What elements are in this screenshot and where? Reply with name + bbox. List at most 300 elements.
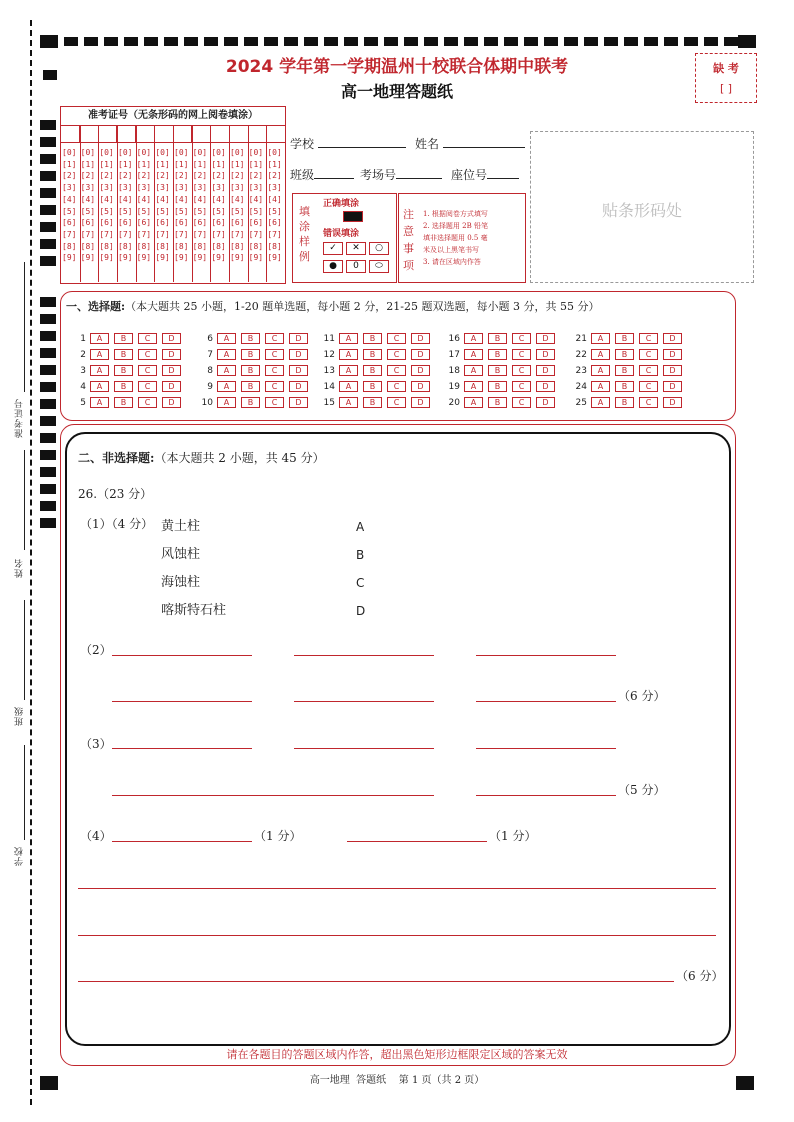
option-bubble[interactable]: A <box>591 365 610 376</box>
option-bubble[interactable]: A <box>591 349 610 360</box>
option-bubble[interactable]: B <box>488 365 507 376</box>
option-bubble[interactable]: D <box>536 397 555 408</box>
id-digit-bubble[interactable]: [4] <box>192 194 208 204</box>
option-bubble[interactable]: D <box>289 397 308 408</box>
option-bubble[interactable]: D <box>162 397 181 408</box>
option-bubble[interactable]: A <box>464 381 483 392</box>
option-bubble[interactable]: B <box>363 333 382 344</box>
option-bubble[interactable]: B <box>363 365 382 376</box>
id-digit-bubble[interactable]: [5] <box>99 206 114 216</box>
option-bubble[interactable]: C <box>265 349 284 360</box>
id-digit-bubble[interactable]: [0] <box>62 148 77 157</box>
option-bubble[interactable]: A <box>90 397 109 408</box>
option-bubble[interactable]: A <box>591 381 610 392</box>
id-digit-bubble[interactable]: [9] <box>211 253 226 263</box>
option-bubble[interactable]: A <box>90 365 109 376</box>
id-digit-bubble[interactable]: [5] <box>80 206 96 216</box>
answer-line[interactable] <box>294 748 434 749</box>
id-digit-bubble[interactable]: [9] <box>80 253 96 263</box>
fill-wrong-mark: ○ <box>369 242 389 255</box>
id-digit-bubble[interactable]: [6] <box>62 218 77 228</box>
id-digit-column[interactable] <box>267 147 285 264</box>
id-digit-bubble[interactable]: [2] <box>155 171 170 181</box>
option-bubble[interactable]: D <box>289 349 308 360</box>
id-digit-bubble[interactable]: [0] <box>192 148 208 157</box>
id-digit-bubble[interactable]: [9] <box>174 253 189 263</box>
option-bubble[interactable]: C <box>265 397 284 408</box>
absent-box[interactable] <box>695 53 757 103</box>
answer-line[interactable] <box>476 701 616 702</box>
mcq-question[interactable] <box>196 349 313 360</box>
class-field[interactable] <box>290 166 354 183</box>
option-bubble[interactable]: D <box>536 349 555 360</box>
timing-mark <box>40 433 56 443</box>
id-digit-bubble[interactable]: [1] <box>80 159 96 169</box>
timing-mark <box>624 37 638 46</box>
option-bubble[interactable]: C <box>138 349 157 360</box>
option-bubble[interactable]: B <box>363 397 382 408</box>
option-bubble[interactable]: B <box>615 365 634 376</box>
id-digit-bubble[interactable]: [2] <box>136 171 152 181</box>
option-bubble[interactable]: B <box>241 397 260 408</box>
option-bubble[interactable]: D <box>536 365 555 376</box>
mcq-question[interactable] <box>196 333 313 344</box>
id-digit-bubble[interactable]: [0] <box>155 148 170 157</box>
option-bubble[interactable]: A <box>90 349 109 360</box>
id-digit-bubble[interactable]: [9] <box>267 253 282 263</box>
id-digit-bubble[interactable]: [8] <box>248 241 264 251</box>
id-digit-bubble[interactable]: [9] <box>248 253 264 263</box>
option-bubble[interactable]: A <box>339 397 358 408</box>
option-bubble[interactable]: B <box>241 333 260 344</box>
option-bubble[interactable]: D <box>289 333 308 344</box>
option-bubble[interactable]: D <box>289 381 308 392</box>
id-digit-bubble[interactable]: [3] <box>155 183 170 193</box>
option-bubble[interactable]: B <box>488 397 507 408</box>
id-digit-bubble[interactable]: [1] <box>118 159 133 169</box>
id-digit-bubble[interactable]: [0] <box>211 148 226 157</box>
answer-line[interactable] <box>112 748 252 749</box>
option-bubble[interactable]: C <box>512 397 531 408</box>
id-digit-column[interactable] <box>118 147 136 264</box>
timing-mark <box>144 37 158 46</box>
answer-line[interactable] <box>112 795 434 796</box>
option-bubble[interactable]: C <box>512 381 531 392</box>
option-bubble[interactable]: B <box>615 381 634 392</box>
id-digit-bubble[interactable]: [6] <box>211 218 226 228</box>
id-digit-bubble[interactable]: [8] <box>62 241 77 251</box>
id-digit-bubble[interactable]: [3] <box>267 183 282 193</box>
mcq-question[interactable] <box>196 365 313 376</box>
option-bubble[interactable]: A <box>464 397 483 408</box>
id-digit-bubble[interactable]: [7] <box>267 229 282 239</box>
option-bubble[interactable]: B <box>488 381 507 392</box>
option-bubble[interactable]: C <box>387 397 406 408</box>
sheet-title: 高一地理答题纸 <box>340 82 453 101</box>
id-digit-bubble[interactable]: [2] <box>267 171 282 181</box>
option-bubble[interactable]: A <box>464 349 483 360</box>
option-bubble[interactable]: A <box>339 381 358 392</box>
id-digit-bubble[interactable]: [3] <box>136 183 152 193</box>
id-digit-bubble[interactable]: [0] <box>248 148 264 157</box>
notes-list <box>423 208 488 268</box>
id-digit-bubble[interactable]: [5] <box>155 206 170 216</box>
option-bubble[interactable]: B <box>114 397 133 408</box>
option-bubble[interactable]: B <box>615 397 634 408</box>
mcq-question[interactable] <box>318 397 435 408</box>
option-bubble[interactable]: D <box>536 381 555 392</box>
id-digit-bubble[interactable]: [5] <box>136 206 152 216</box>
id-digit-column[interactable] <box>193 147 211 264</box>
id-digit-bubble[interactable]: [4] <box>62 194 77 204</box>
id-digit-bubble[interactable]: [4] <box>230 194 245 204</box>
side-line-exam-id <box>24 262 25 392</box>
id-digit-bubble[interactable]: [6] <box>248 218 264 228</box>
option-bubble[interactable]: D <box>162 349 181 360</box>
answer-line[interactable] <box>78 888 716 889</box>
option-bubble[interactable]: C <box>138 397 157 408</box>
id-digit-bubble[interactable]: [1] <box>192 159 208 169</box>
id-digit-bubble[interactable]: [0] <box>118 148 133 157</box>
id-digit-bubble[interactable]: [5] <box>211 206 226 216</box>
timing-mark <box>704 37 718 46</box>
option-bubble[interactable]: A <box>217 349 236 360</box>
mcq-question[interactable] <box>78 333 186 344</box>
page-footer: 高一地理 答题纸 第 1 页（共 2 页） <box>309 1075 485 1086</box>
id-digit-bubble[interactable]: [7] <box>174 229 189 239</box>
answer-line[interactable] <box>347 841 487 842</box>
absent-bracket[interactable]: [ ] <box>719 82 733 95</box>
id-digit-bubble[interactable]: [2] <box>174 171 189 181</box>
id-digit-column[interactable] <box>99 147 117 264</box>
id-digit-bubble[interactable]: [5] <box>267 206 282 216</box>
id-digit-bubble[interactable]: [7] <box>192 229 208 239</box>
id-digit-bubble[interactable]: [9] <box>192 253 208 263</box>
id-digit-bubble[interactable]: [6] <box>230 218 245 228</box>
id-digit-bubble[interactable]: [5] <box>248 206 264 216</box>
match-left-item: 海蚀柱 <box>161 575 201 590</box>
id-digit-column[interactable] <box>230 147 248 264</box>
option-bubble[interactable]: A <box>339 365 358 376</box>
id-digit-bubble[interactable]: [7] <box>62 229 77 239</box>
id-digit-bubble[interactable]: [3] <box>248 183 264 193</box>
answer-line[interactable] <box>294 655 434 656</box>
id-digit-column[interactable] <box>155 147 173 264</box>
id-digit-bubble[interactable]: [6] <box>80 218 96 228</box>
id-digit-bubble[interactable]: [8] <box>118 241 133 251</box>
answer-line[interactable] <box>476 795 616 796</box>
id-digit-bubble[interactable]: [0] <box>99 148 114 157</box>
id-digit-bubble[interactable]: [2] <box>248 171 264 181</box>
answer-line[interactable] <box>476 748 616 749</box>
timing-mark <box>664 37 678 46</box>
seat-field[interactable] <box>451 166 519 183</box>
option-bubble[interactable]: D <box>411 381 430 392</box>
school-field[interactable] <box>290 135 406 152</box>
option-bubble[interactable]: B <box>241 365 260 376</box>
id-digit-bubble[interactable]: [1] <box>155 159 170 169</box>
id-digit-bubble[interactable]: [4] <box>118 194 133 204</box>
q3-label: （3） <box>80 737 112 751</box>
mcq-question[interactable] <box>318 365 435 376</box>
id-digit-bubble[interactable]: [4] <box>80 194 96 204</box>
option-bubble[interactable]: D <box>411 333 430 344</box>
id-digit-bubble[interactable]: [5] <box>230 206 245 216</box>
id-digit-bubble[interactable]: [2] <box>99 171 114 181</box>
mcq-question[interactable] <box>443 333 560 344</box>
id-digit-bubble[interactable]: [1] <box>230 159 245 169</box>
option-bubble[interactable]: A <box>217 365 236 376</box>
mcq-question[interactable] <box>443 397 560 408</box>
timing-mark <box>324 37 338 46</box>
timing-mark <box>584 37 598 46</box>
id-digit-bubble[interactable]: [8] <box>99 241 114 251</box>
option-bubble[interactable]: C <box>265 365 284 376</box>
option-bubble[interactable]: B <box>114 349 133 360</box>
option-bubble[interactable]: B <box>488 349 507 360</box>
mcq-question[interactable] <box>78 365 186 376</box>
id-digit-bubble[interactable]: [4] <box>99 194 114 204</box>
answer-line[interactable] <box>294 701 434 702</box>
answer-line[interactable] <box>78 935 716 936</box>
option-bubble[interactable]: D <box>411 365 430 376</box>
timing-mark <box>304 37 318 46</box>
id-digit-bubble[interactable]: [4] <box>155 194 170 204</box>
id-digit-bubble[interactable]: [3] <box>118 183 133 193</box>
option-bubble[interactable]: D <box>411 397 430 408</box>
id-digit-bubble[interactable]: [7] <box>248 229 264 239</box>
option-bubble[interactable]: A <box>464 365 483 376</box>
answer-line[interactable] <box>112 841 252 842</box>
option-bubble[interactable]: D <box>162 333 181 344</box>
option-bubble[interactable]: A <box>464 333 483 344</box>
id-digit-bubble[interactable]: [8] <box>155 241 170 251</box>
option-bubble[interactable]: B <box>615 349 634 360</box>
id-digit-bubble[interactable]: [6] <box>267 218 282 228</box>
option-bubble[interactable]: A <box>90 381 109 392</box>
id-digit-bubble[interactable]: [5] <box>192 206 208 216</box>
option-bubble[interactable]: C <box>387 333 406 344</box>
id-digit-bubble[interactable]: [8] <box>174 241 189 251</box>
option-bubble[interactable]: B <box>488 333 507 344</box>
id-digit-bubble[interactable]: [7] <box>118 229 133 239</box>
option-bubble[interactable]: C <box>639 333 658 344</box>
option-bubble[interactable]: B <box>241 381 260 392</box>
answer-line[interactable] <box>112 701 252 702</box>
option-bubble[interactable]: B <box>114 333 133 344</box>
id-digit-bubble[interactable]: [4] <box>248 194 264 204</box>
id-digit-bubble[interactable]: [3] <box>192 183 208 193</box>
id-digit-bubble[interactable]: [6] <box>155 218 170 228</box>
id-digit-bubble[interactable]: [3] <box>80 183 96 193</box>
option-bubble[interactable]: C <box>512 349 531 360</box>
id-digit-bubble[interactable]: [9] <box>99 253 114 263</box>
id-digit-bubble[interactable]: [3] <box>211 183 226 193</box>
question-number: 3 <box>80 365 86 376</box>
mcq-question[interactable] <box>318 333 435 344</box>
id-digit-bubble[interactable]: [1] <box>174 159 189 169</box>
id-digit-bubble[interactable]: [9] <box>136 253 152 263</box>
id-digit-column[interactable] <box>211 147 229 264</box>
option-bubble[interactable]: A <box>90 333 109 344</box>
id-digit-bubble[interactable]: [6] <box>99 218 114 228</box>
option-bubble[interactable]: A <box>591 397 610 408</box>
id-digit-bubble[interactable]: [9] <box>230 253 245 263</box>
option-bubble[interactable]: C <box>138 333 157 344</box>
id-digit-bubble[interactable]: [7] <box>136 229 152 239</box>
option-bubble[interactable]: C <box>639 349 658 360</box>
option-bubble[interactable]: D <box>162 365 181 376</box>
id-digit-bubble[interactable]: [8] <box>136 241 152 251</box>
mcq-question[interactable] <box>318 349 435 360</box>
id-digit-bubble[interactable]: [1] <box>62 159 77 169</box>
option-bubble[interactable]: C <box>138 381 157 392</box>
id-digit-bubble[interactable]: [9] <box>62 253 77 263</box>
mcq-question[interactable] <box>78 397 186 408</box>
option-bubble[interactable]: C <box>512 333 531 344</box>
option-bubble[interactable]: C <box>138 365 157 376</box>
id-digit-column[interactable] <box>137 147 155 264</box>
option-bubble[interactable]: D <box>663 381 682 392</box>
id-digit-bubble[interactable]: [7] <box>230 229 245 239</box>
id-digit-bubble[interactable]: [7] <box>99 229 114 239</box>
id-digit-bubble[interactable]: [7] <box>80 229 96 239</box>
id-digit-bubble[interactable]: [1] <box>248 159 264 169</box>
id-digit-bubble[interactable]: [4] <box>136 194 152 204</box>
mcq-question[interactable] <box>78 381 186 392</box>
option-bubble[interactable]: D <box>663 397 682 408</box>
id-digit-bubble[interactable]: [3] <box>99 183 114 193</box>
id-digit-bubble[interactable]: [3] <box>174 183 189 193</box>
option-bubble[interactable]: B <box>114 381 133 392</box>
option-bubble[interactable]: A <box>217 333 236 344</box>
mcq-question[interactable] <box>570 333 687 344</box>
id-digit-bubble[interactable]: [7] <box>211 229 226 239</box>
option-bubble[interactable]: D <box>663 365 682 376</box>
option-bubble[interactable]: B <box>363 381 382 392</box>
id-digit-bubble[interactable]: [2] <box>118 171 133 181</box>
id-digit-bubble[interactable]: [3] <box>62 183 77 193</box>
id-digit-bubble[interactable]: [4] <box>267 194 282 204</box>
option-bubble[interactable]: B <box>114 365 133 376</box>
option-bubble[interactable]: A <box>339 333 358 344</box>
option-bubble[interactable]: D <box>663 349 682 360</box>
option-bubble[interactable]: D <box>536 333 555 344</box>
room-field[interactable] <box>360 166 442 183</box>
option-bubble[interactable]: C <box>387 349 406 360</box>
option-bubble[interactable]: C <box>265 381 284 392</box>
mcq-question[interactable] <box>443 381 560 392</box>
option-bubble[interactable]: C <box>387 381 406 392</box>
id-digit-bubble[interactable]: [6] <box>136 218 152 228</box>
option-bubble[interactable]: A <box>339 349 358 360</box>
mcq-question[interactable] <box>443 365 560 376</box>
option-bubble[interactable]: D <box>162 381 181 392</box>
option-bubble[interactable]: B <box>363 349 382 360</box>
id-digit-bubble[interactable]: [4] <box>211 194 226 204</box>
option-bubble[interactable]: C <box>639 381 658 392</box>
option-bubble[interactable]: C <box>512 365 531 376</box>
mcq-question[interactable] <box>443 349 560 360</box>
id-digit-bubble[interactable]: [0] <box>174 148 189 157</box>
id-digit-bubble[interactable]: [0] <box>267 148 282 157</box>
id-digit-bubble[interactable]: [7] <box>155 229 170 239</box>
answer-line[interactable] <box>476 655 616 656</box>
mcq-question[interactable] <box>570 349 687 360</box>
id-digit-bubble[interactable]: [9] <box>155 253 170 263</box>
answer-line[interactable] <box>78 981 674 982</box>
name-field[interactable] <box>415 135 525 152</box>
option-bubble[interactable]: C <box>265 333 284 344</box>
id-digit-bubble[interactable]: [8] <box>211 241 226 251</box>
option-bubble[interactable]: D <box>663 333 682 344</box>
fill-wrong-mark: ✕ <box>346 242 366 255</box>
id-digit-bubble[interactable]: [2] <box>80 171 96 181</box>
id-digit-bubble[interactable]: [5] <box>118 206 133 216</box>
side-label-class: 班级 <box>15 706 25 726</box>
id-digit-bubble[interactable]: [8] <box>192 241 208 251</box>
id-digit-bubble[interactable]: [6] <box>118 218 133 228</box>
id-digit-bubble[interactable]: [1] <box>211 159 226 169</box>
option-bubble[interactable]: A <box>591 333 610 344</box>
id-digit-bubble[interactable]: [1] <box>99 159 114 169</box>
id-digit-bubble[interactable]: [4] <box>174 194 189 204</box>
answer-line[interactable] <box>112 655 252 656</box>
mcq-question[interactable] <box>196 397 313 408</box>
mcq-question[interactable] <box>196 381 313 392</box>
id-digit-column[interactable] <box>249 147 267 264</box>
id-digit-column[interactable] <box>174 147 192 264</box>
id-digit-bubble[interactable]: [2] <box>62 171 77 181</box>
option-bubble[interactable]: A <box>217 397 236 408</box>
id-digit-column[interactable] <box>62 147 80 264</box>
id-digit-bubble[interactable]: [8] <box>80 241 96 251</box>
mcq-question[interactable] <box>78 349 186 360</box>
id-digit-bubble[interactable]: [0] <box>136 148 152 157</box>
id-digit-bubble[interactable]: [0] <box>230 148 245 157</box>
id-digit-bubble[interactable]: [2] <box>192 171 208 181</box>
id-digit-bubble[interactable]: [2] <box>211 171 226 181</box>
id-digit-bubble[interactable]: [9] <box>118 253 133 263</box>
id-digit-bubble[interactable]: [6] <box>174 218 189 228</box>
id-digit-column[interactable] <box>81 147 99 264</box>
option-bubble[interactable]: C <box>387 365 406 376</box>
id-digit-bubble[interactable]: [2] <box>230 171 245 181</box>
mcq-question[interactable] <box>570 381 687 392</box>
mcq-question[interactable] <box>570 397 687 408</box>
id-digit-bubble[interactable]: [1] <box>267 159 282 169</box>
id-digit-bubble[interactable]: [1] <box>136 159 152 169</box>
option-bubble[interactable]: C <box>639 397 658 408</box>
id-digit-bubble[interactable]: [5] <box>174 206 189 216</box>
id-digit-bubble[interactable]: [5] <box>62 206 77 216</box>
id-digit-bubble[interactable]: [0] <box>80 148 96 157</box>
option-bubble[interactable]: A <box>217 381 236 392</box>
option-bubble[interactable]: C <box>639 365 658 376</box>
id-digit-bubble[interactable]: [3] <box>230 183 245 193</box>
mcq-question[interactable] <box>570 365 687 376</box>
option-bubble[interactable]: D <box>411 349 430 360</box>
id-digit-bubble[interactable]: [8] <box>230 241 245 251</box>
option-bubble[interactable]: B <box>615 333 634 344</box>
timing-mark <box>40 416 56 426</box>
mcq-question[interactable] <box>318 381 435 392</box>
id-digit-bubble[interactable]: [8] <box>267 241 282 251</box>
timing-mark <box>564 37 578 46</box>
option-bubble[interactable]: D <box>289 365 308 376</box>
id-digit-bubble[interactable]: [6] <box>192 218 208 228</box>
option-bubble[interactable]: B <box>241 349 260 360</box>
